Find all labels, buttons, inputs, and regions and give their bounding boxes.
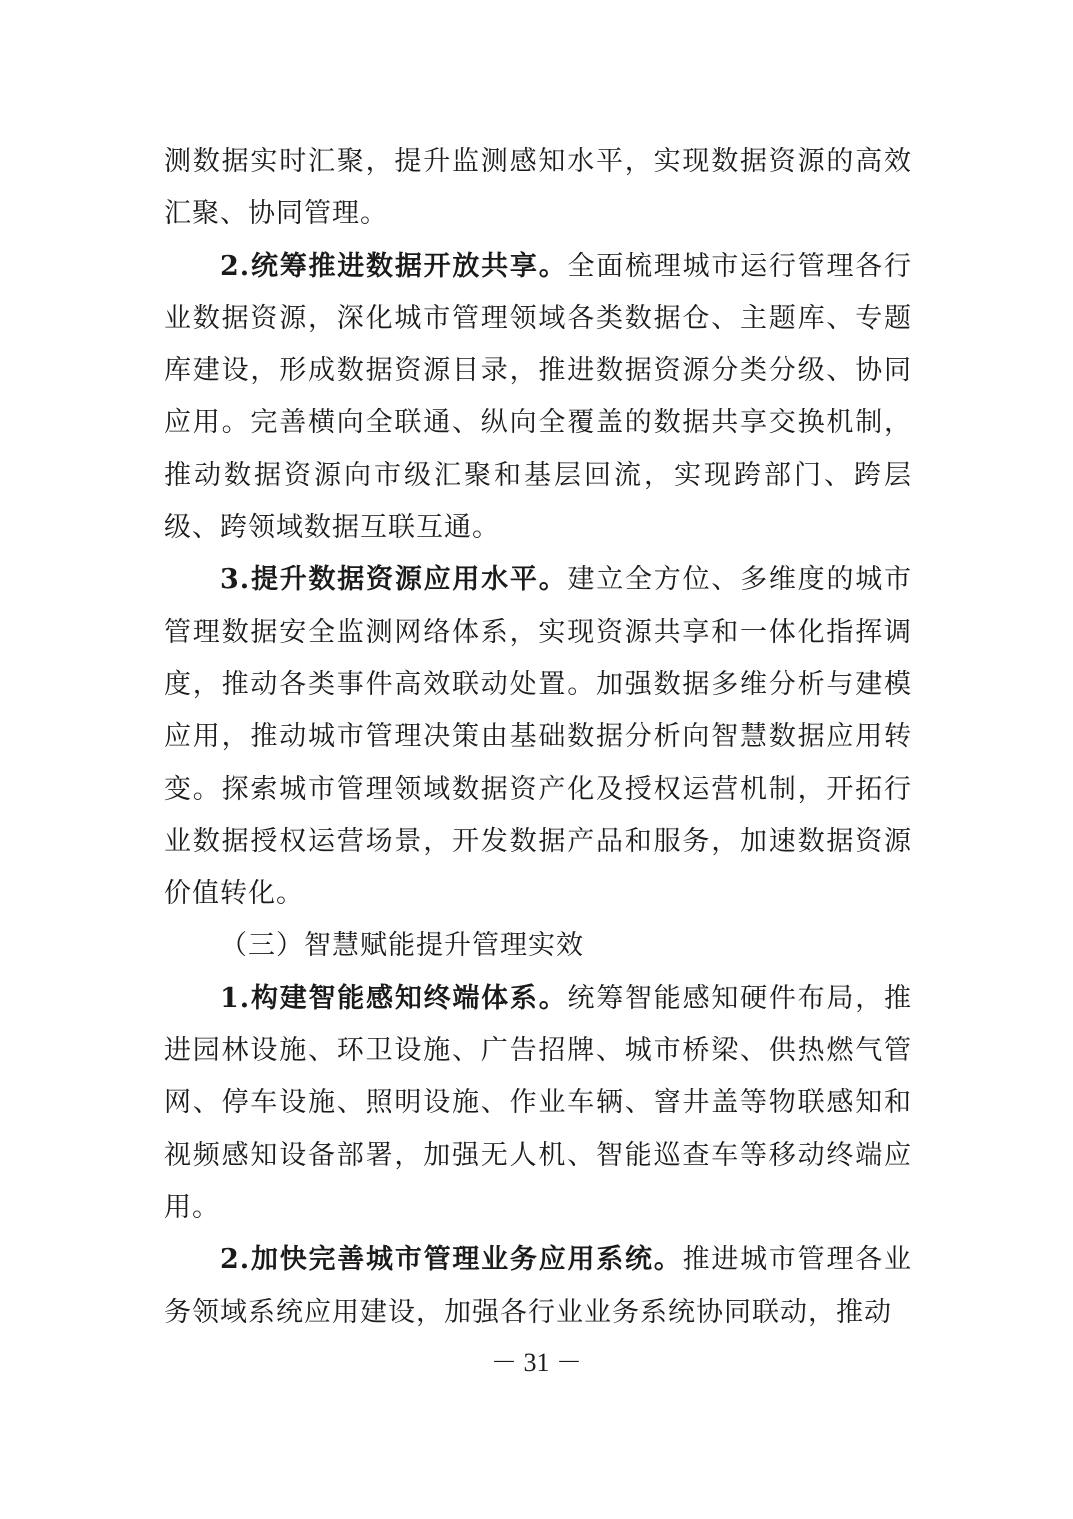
paragraph-business-systems [164,1234,912,1339]
paragraph-data-sharing [164,241,912,555]
paragraph-text: 统筹智能感知硬件布局，推进园林设施、环卫设施、广告招牌、城市桥梁、供热燃气管网、停车设施、照明设施、作业车辆、窨井盖等物联感知和视频感知设备部署，加强无人机、智能巡查车等移动终端应用。 [164,982,913,1223]
paragraph-data-application [164,554,912,920]
paragraph-text: 全面梳理城市运行管理各行业数据资源，深化城市管理领域各类数据仓、主题库、专题库建设，形成数据资源目录，推进数据资源分类分级、协同应用。完善横向全联通、纵向全覆盖的数据共享交换机制，推动数据资源向市级汇聚和基层回流，实现跨部门、跨层级、跨领域数据互联互通。 [164,250,913,544]
section-heading: （三）智慧赋能提升管理实效 [220,930,584,962]
paragraph-lead: 1.构建智能感知终端体系。 [220,982,568,1014]
paragraph-lead: 2.加快完善城市管理业务应用系统。 [220,1244,683,1276]
page-number: － 31 － [490,1348,582,1377]
paragraph-text: 建立全方位、多维度的城市管理数据安全监测网络体系，实现资源共享和一体化指挥调度，推动各类事件高效联动处置。加强数据多维分析与建模应用，推动城市管理决策由基础数据分析向智慧数据应用转变。探索城市管理领域数据资产化及授权运营机制，开拓行业数据授权运营场景，开发数据产品和服务，加速数据资源价值转化。 [164,564,913,910]
paragraph-text: 测数据实时汇聚，提升监测感知水平，实现数据资源的高效汇聚、协同管理。 [164,146,912,230]
paragraph-text: 推进城市管理各业务领域系统应用建设，加强各行业业务系统协同联动，推动 [164,1244,912,1328]
paragraph-lead: 3.提升数据资源应用水平。 [220,564,568,596]
paragraph-lead: 2.统筹推进数据开放共享。 [220,250,568,282]
paragraph-sensing-terminals [164,973,912,1234]
body-text [164,136,912,1339]
paragraph-continued [164,136,912,241]
